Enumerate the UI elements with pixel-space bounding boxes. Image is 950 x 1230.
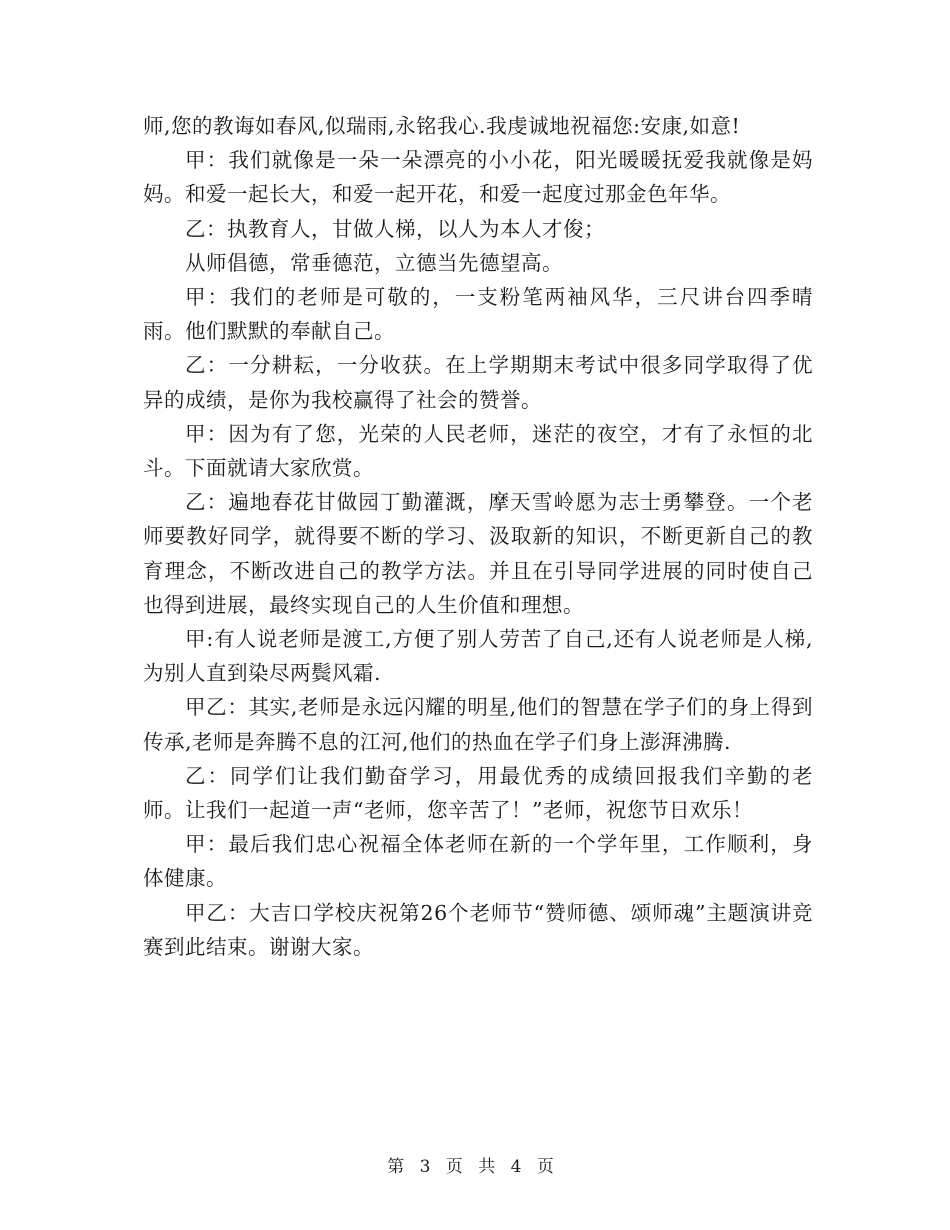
paragraph-yi-4: 乙：同学们让我们勤奋学习，用最优秀的成绩回报我们辛勤的老师。让我们一起道一声“老师，您辛苦了！”老师，祝您节日欢乐！ — [143, 763, 813, 823]
footer-total-word: 共 — [478, 1157, 497, 1177]
paragraph-yi-3: 乙：遍地春花甘做园丁勤灌溉，摩天雪岭愿为志士勇攀登。一个老师要教好同学，就得要不断的学习、汲取新的知识，不断更新自己的教育理念，不断改进自己的教学方法。并且在引导同学进展的同时使自己也得到进展，最终实现自己的人生价值和理想。 — [143, 490, 813, 617]
paragraph-jia-1: 甲：我们就像是一朵一朵漂亮的小小花，阳光暖暖抚爱我就像是妈妈。和爱一起长大，和爱一起开花，和爱一起度过那金色年华。 — [143, 148, 813, 207]
paragraph-jiayi-1: 甲乙：其实,老师是永远闪耀的明星,他们的智慧在学子们的身上得到传承,老师是奔腾不息的江河,他们的热血在学子们身上澎湃沸腾. — [143, 695, 813, 754]
footer-page-word: 页 — [445, 1157, 464, 1177]
paragraph-yi-2: 乙：一分耕耘，一分收获。在上学期期末考试中很多同学取得了优异的成绩，是你为我校赢得了社会的赞誉。 — [143, 353, 813, 412]
paragraph-jia-2: 甲：我们的老师是可敬的，一支粉笔两袖风华，三尺讲台四季晴雨。他们默默的奉献自己。 — [143, 285, 813, 344]
page-footer — [0, 1152, 950, 1177]
paragraph-yi-couplet-line-1: 乙：执教育人，甘做人梯，以人为本人才俊； — [185, 216, 605, 241]
paragraph-jia-3: 甲：因为有了您，光荣的人民老师，迷茫的夜空，才有了永恒的北斗。下面就请大家欣赏。 — [143, 421, 813, 481]
paragraph-jia-5: 甲：最后我们忠心祝福全体老师在新的一个学年里，工作顺利，身体健康。 — [143, 832, 813, 891]
paragraph-jiayi-closing: 甲乙：大吉口学校庆祝第26个老师节“赞师德、颂师魂”主题演讲竞赛到此结束。谢谢大家。 — [143, 900, 813, 959]
footer-suffix: 页 — [536, 1157, 555, 1177]
document-body — [143, 109, 813, 964]
footer-prefix: 第 — [387, 1157, 406, 1177]
paragraph-jia-4: 甲:有人说老师是渡工,方便了别人劳苦了自己,还有人说老师是人梯,为别人直到染尽两鬓风霜. — [143, 627, 813, 686]
paragraph-continuation: 师,您的教诲如春风,似瑞雨,永铭我心.我虔诚地祝福您:安康,如意! — [143, 114, 741, 138]
footer-current-page: 3 — [419, 1157, 432, 1177]
paragraph-yi-couplet-line-2: 从师倡德，常垂德范，立德当先德望高。 — [185, 250, 563, 275]
footer-total-pages: 4 — [510, 1157, 523, 1177]
